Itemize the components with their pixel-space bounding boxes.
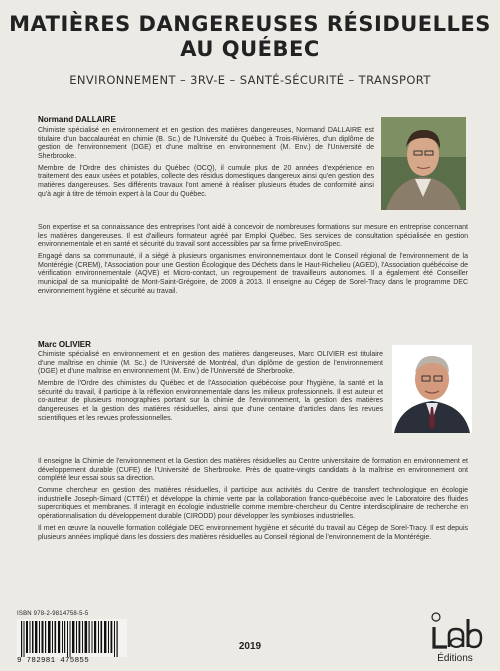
publisher-name: Éditions — [437, 653, 473, 664]
author2-bio-top — [38, 351, 383, 427]
author1-paragraph: Chimiste spécialisé en environnement et en gestion des matières dangereuses, Normand DALLAIRE est titulaire d'un baccalauréat en chimie (B. Sc.) de l'Université du Québec à Trois-Rivières, d'un diplôme de gestion de l'environnement (DGE) et d'une maîtrise en environnement (M. Env.) de l'Université de Sherbrooke. — [38, 127, 374, 160]
author1-photo — [381, 117, 466, 210]
author2-paragraph: Il met en œuvre la nouvelle formation collégiale DEC environnement hygiène et sécurité du travail au Cégep de Sorel-Tracy. Il est depuis plusieurs années impliqué dans les dossiers des matières résiduelles au Conseil régional de l'environnement de la Montérégie. — [38, 525, 468, 541]
author1-bio-top — [38, 127, 374, 203]
author2-paragraph: Comme chercheur en gestion des matières résiduelles, il participe aux activités du Centre de transfert technologique en écologie industrielle Joseph-Simard (CTTÉI) et développe la chimie verte par la collaboration franco-québécoise avec le Laboratoire des fluides supercritiques et membranes. Il interagit en écologie industrielle comme membre-chercheur du Centre interdisciplinaire de recherche en opérationnalisation du développement durable (CIRODD) pour développer les symbioses industrielles. — [38, 487, 468, 521]
author2-photo — [392, 345, 472, 433]
book-subtitle: ENVIRONNEMENT – 3RV-E – SANTÉ-SÉCURITÉ – TRANSPORT — [69, 73, 431, 87]
author1-paragraph: Membre de l'Ordre des chimistes du Québec (OCQ), il cumule plus de 20 années d'expérience en traitement des eaux usées et potables, collecte des résidus domestiques dangereux ainsi qu'en gestion des matières dangereuses. Ses différents travaux l'ont amené à réaliser plusieurs études de conformité ainsi qu'à agir à titre de témoin expert à la Cour du Québec. — [38, 164, 374, 198]
barcode-number: 9 782981 475855 — [17, 657, 90, 665]
author1-name: Normand DALLAIRE — [38, 115, 116, 124]
author2-paragraph: Membre de l'Ordre des chimistes du Québec et de l'Association québécoise pour l'hygiène, la santé et la sécurité du travail, il participe à la réflexion environnementale dans les milieux professionnels. Il est auteur et co-auteur de plusieurs monographies portant sur la chimie de l'environnement, la gestion des matières dangereuses et la gestion des matières résiduelles, ainsi que d'une centaine d'articles dans les revues scientifiques et les revues professionnelles. — [38, 380, 383, 422]
author2-name: Marc OLIVIER — [38, 340, 91, 349]
author2-paragraph: Chimiste spécialisé en environnement et en gestion des matières dangereuses, Marc OLIVIER est titulaire d'une maîtrise en chimie (M. Sc.) de l'Université de Montréal, d'un diplôme de gestion de l'environnement (DGE) et d'une maîtrise en environnement (M. Env.) de l'Université de Sherbrooke. — [38, 351, 383, 376]
author1-paragraph: Engagé dans sa communauté, il a siégé à plusieurs organismes environnementaux dont le Conseil régional de l'environnement de la Montérégie (CREM), l'Association pour une Gestion Écologique des Déchets dans le Haut-Richelieu (AGED), l'Association québécoise de vérification environnementale (AQVE) et Micro-contact, un regroupement de travailleurs autonomes. Il a également été Conseiller municipal de sa municipalité de Mont-Saint-Grégoire, de 2009 à 2013. Il enseigne au Cégep de Sorel-Tracy dans le programme DEC environnement hygiène et sécurité au travail. — [38, 253, 468, 295]
barcode-block — [17, 611, 129, 665]
author2-bio-bottom — [38, 458, 468, 546]
author1-paragraph: Son expertise et sa connaissance des entreprises l'ont aidé à concevoir de nombreuses formations sur mesure en entreprise concernant les matières dangereuses. Il est d'ailleurs formateur agréé par Emploi Québec. Ses services de consultation spécialisée en gestion environnementale et en santé et sécurité du travail sont accessibles par sa firme priveEnviroSpec. — [38, 224, 468, 249]
author1-bio-bottom — [38, 224, 468, 300]
book-title-line1: MATIÈRES DANGEREUSES RÉSIDUELLES — [9, 12, 491, 36]
publication-year: 2019 — [238, 641, 262, 652]
book-title-line2: AU QUÉBEC — [180, 37, 320, 61]
author2-paragraph: Il enseigne la Chimie de l'environnement et la Gestion des matières résiduelles au Centre universitaire de formation en environnement et développement durable (CUFE) de l'Université de Sherbrooke. Près de quatre-vingts candidats à la maîtrise en environnement ont complété leur essai sous sa direction. — [38, 458, 468, 483]
isbn-text: ISBN 978-2-9814758-5-5 — [17, 611, 89, 617]
publisher-logo — [425, 605, 485, 665]
